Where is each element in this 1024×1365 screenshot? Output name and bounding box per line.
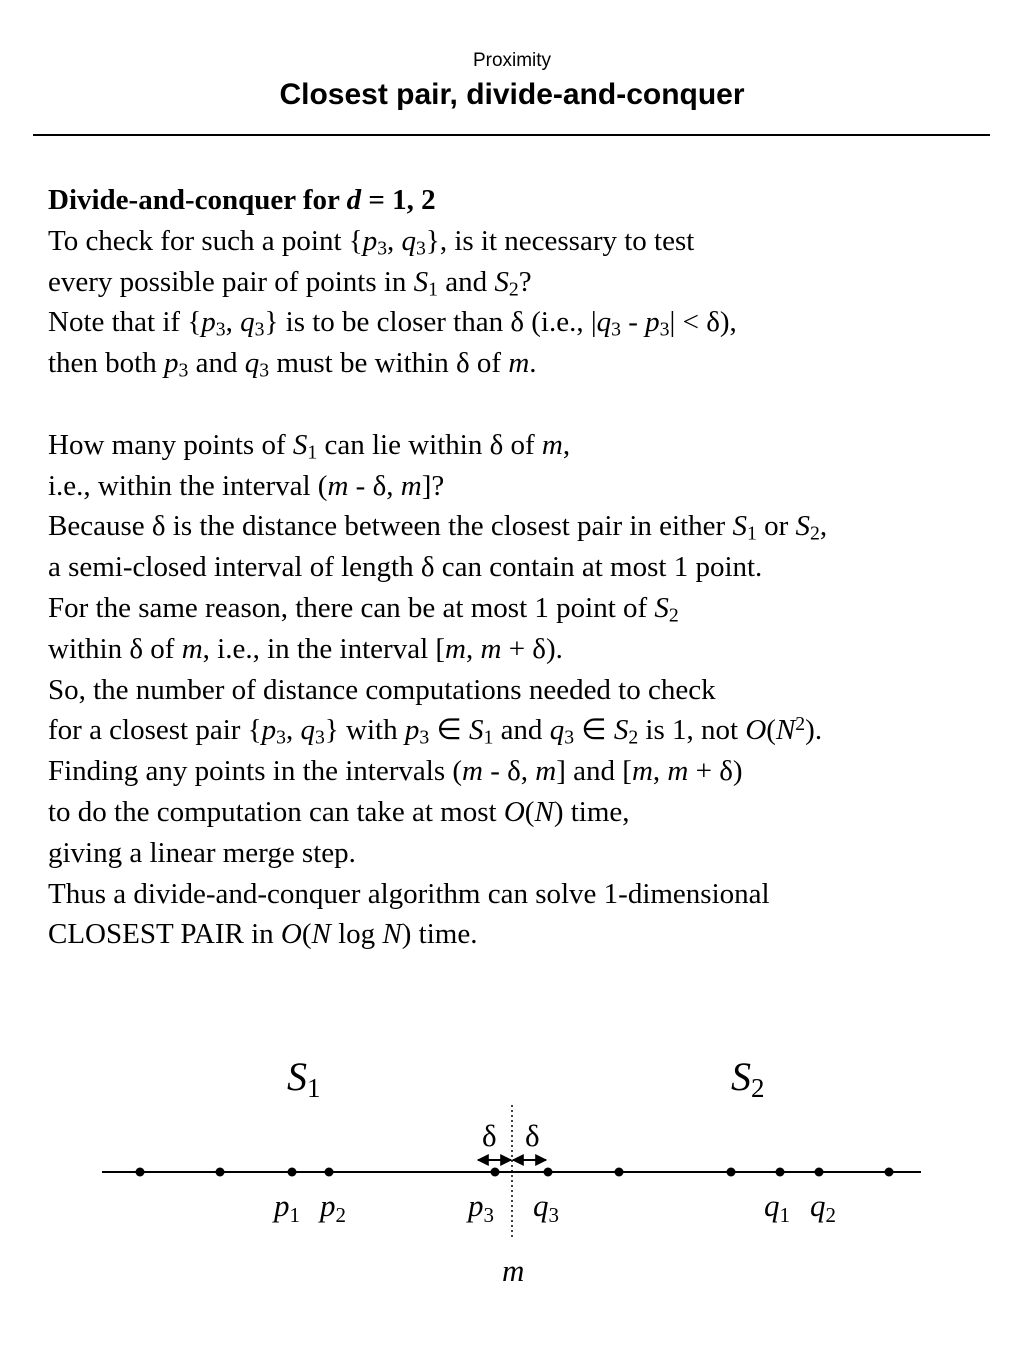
text-line: Thus a divide-and-conquer algorithm can solve 1-dimensional (48, 877, 770, 910)
text-line: within δ of m, i.e., in the interval [m, m + δ). (48, 632, 563, 665)
label-p2: p2 (320, 1188, 346, 1227)
set-s1-label: S1 (287, 1054, 321, 1103)
point (727, 1168, 736, 1177)
text-line: For the same reason, there can be at most 1 point of $S_2$ (48, 591, 679, 627)
slide-title: Closest pair, divide-and-conquer (279, 78, 745, 111)
label-q2: q2 (810, 1188, 836, 1227)
text-line: So, the number of distance computations needed to check (48, 673, 716, 706)
slide-subtitle: Proximity (472, 50, 552, 71)
delta-right-label: δ (525, 1118, 540, 1153)
text-line: Finding any points in the intervals (m - δ, m] and [m, m + δ) (48, 755, 743, 788)
text-line: Because δ is the distance between the closest pair in either $S_1$ or $S_2$, (48, 510, 828, 545)
label-p1: p1 (274, 1188, 300, 1227)
text-line: How many points of $S_1$ can lie within δ of m, (48, 428, 571, 464)
point-p2 (325, 1168, 334, 1177)
text-line: giving a linear merge step. (48, 836, 356, 869)
text-line: then both $p_3$ and $q_3$ must be within δ of m. (48, 347, 537, 382)
text-line: i.e., within the interval (m - δ, m]? (48, 469, 445, 502)
point-p1 (288, 1168, 297, 1177)
text-line: to do the computation can take at most O(N) time, (48, 795, 630, 828)
text-line: CLOSEST PAIR in O(N log N) time. (48, 918, 478, 951)
section-heading: Divide-and-conquer for d = 1, 2 (48, 184, 436, 216)
delta-left-label: δ (482, 1118, 497, 1153)
point (216, 1168, 225, 1177)
point (885, 1168, 894, 1177)
label-p3: p3 (468, 1188, 494, 1227)
label-q3: q3 (533, 1188, 559, 1227)
point-q2 (815, 1168, 824, 1177)
point-q3 (544, 1168, 553, 1177)
text-line: for a closest pair {$p_3$, $q_3$} with $p_3$ ∈ $S_1$ and $q_3$ ∈ $S_2$ is 1, not $O(N^2)$. (48, 713, 823, 749)
point-q1 (776, 1168, 785, 1177)
set-s2-label: S2 (731, 1054, 765, 1103)
point (136, 1168, 145, 1177)
text-line: a semi-closed interval of length δ can contain at most 1 point. (48, 551, 763, 584)
text-line: Note that if {$p_3$, $q_3$} is to be closer than δ (i.e., $|q_3 - p_3| < \delta$), (48, 306, 737, 341)
label-q1: q1 (764, 1188, 790, 1227)
point (615, 1168, 624, 1177)
median-label: m (502, 1253, 525, 1288)
text-line: every possible pair of points in $S_1$ and $S_2$? (48, 265, 532, 300)
point-p3 (491, 1168, 500, 1177)
text-line: To check for such a point {$p_3$, $q_3$}, is it necessary to test (48, 224, 695, 260)
